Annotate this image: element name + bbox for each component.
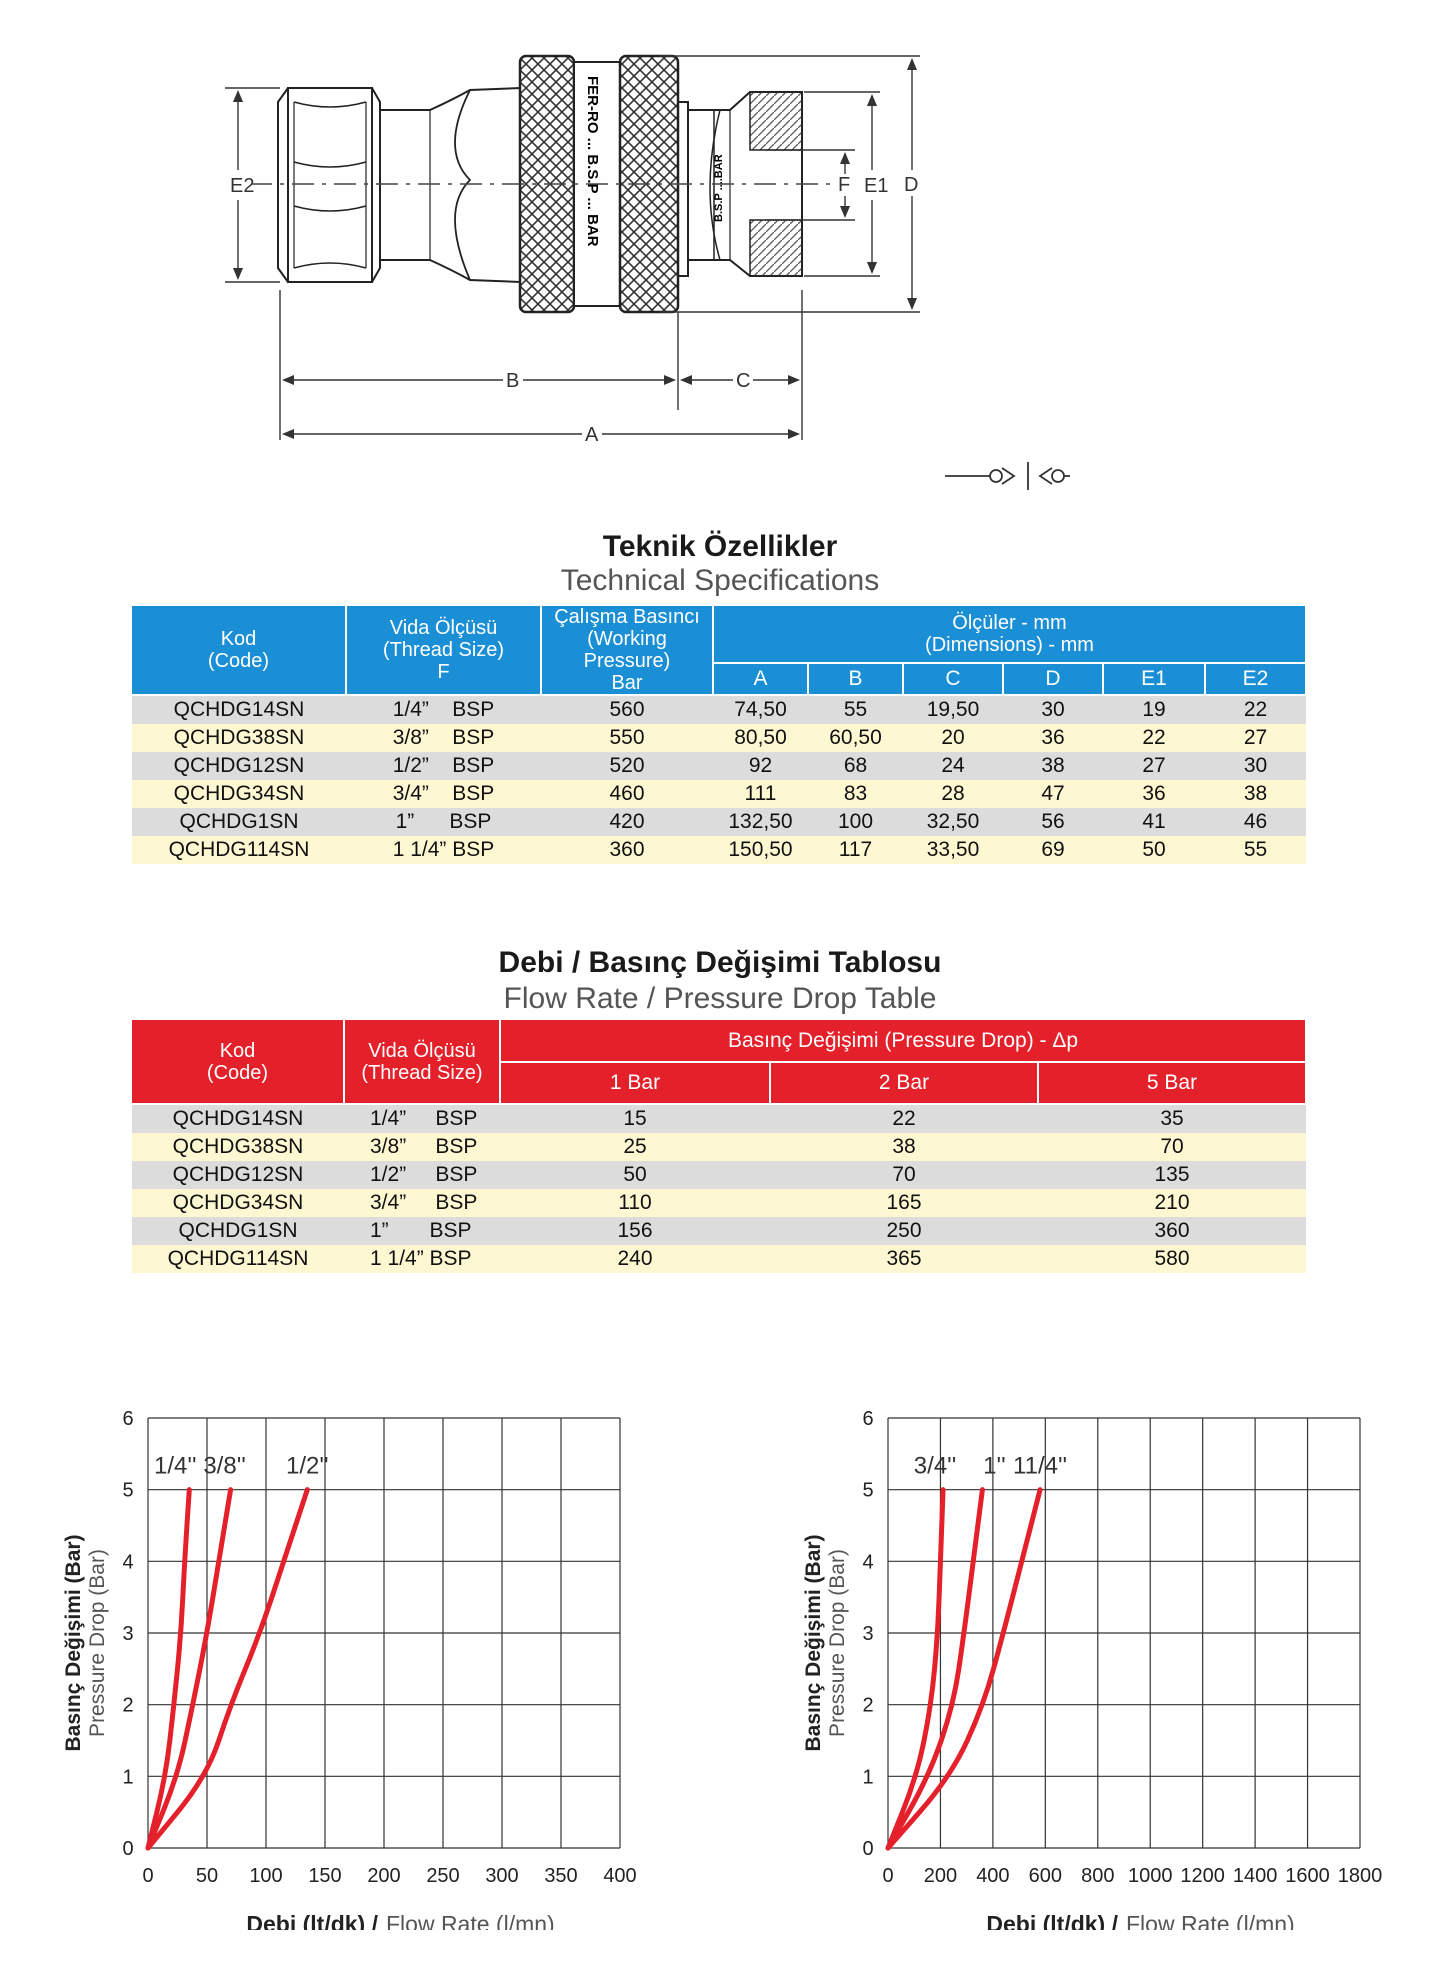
cell-2bar: 365 — [770, 1245, 1038, 1273]
spec-header-pressure: Çalışma Basıncı (Working Pressure) Bar — [541, 606, 713, 695]
cell-5bar: 580 — [1038, 1245, 1306, 1273]
y-tick-label: 6 — [122, 1408, 134, 1430]
spec-header-code: Kod (Code) — [132, 606, 346, 695]
cell-c: 24 — [903, 752, 1003, 780]
pressure-drop-chart-right — [780, 1390, 1420, 1930]
chart-svg — [780, 1390, 1420, 1930]
dim-e2-label: E2 — [230, 175, 255, 197]
cell-size: 1/4” BSP — [346, 695, 541, 724]
cell-size: 3/4” BSP — [344, 1189, 500, 1217]
hex-nut — [278, 88, 380, 282]
port-label: B.S.P ....BAR — [713, 154, 725, 222]
spec-header-dimensions: Ölçüler - mm (Dimensions) - mm — [713, 606, 1306, 663]
cell-1bar: 50 — [500, 1161, 770, 1189]
cell-code: QCHDG114SN — [132, 1245, 344, 1273]
x-tick-label: 1800 — [1337, 1865, 1383, 1887]
y-tick-label: 4 — [862, 1551, 874, 1574]
cell-1bar: 240 — [500, 1245, 770, 1273]
cell-code: QCHDG34SN — [132, 1189, 344, 1217]
series-label: 3/4'' — [913, 1452, 957, 1480]
port-section-bottom — [750, 220, 802, 276]
y-tick-label: 1 — [122, 1766, 134, 1789]
cell-code: QCHDG1SN — [132, 808, 346, 836]
cell-code: QCHDG114SN — [132, 836, 346, 864]
series-label: 1'' — [983, 1452, 1006, 1480]
flow-header-thread: Vida Ölçüsü (Thread Size) — [344, 1020, 500, 1104]
cell-a: 80,50 — [713, 724, 808, 752]
cell-size: 1 1/4” BSP — [346, 836, 541, 864]
cell-c: 32,50 — [903, 808, 1003, 836]
cell-size: 1” BSP — [346, 808, 541, 836]
cell-b: 55 — [808, 695, 903, 724]
x-tick-label: 250 — [426, 1865, 460, 1887]
cell-1bar: 156 — [500, 1217, 770, 1245]
y-tick-label: 0 — [862, 1838, 874, 1860]
cell-size: 1/2” BSP — [346, 752, 541, 780]
x-tick-label: 1400 — [1232, 1865, 1278, 1887]
cell-a: 150,50 — [713, 836, 808, 864]
x-tick-label: 50 — [195, 1865, 219, 1887]
flow-title: Debi / Basınç Değişimi Tablosu — [498, 946, 942, 979]
series-label: 3/8'' — [203, 1452, 246, 1480]
body-label: FER-RO ... B.S.P ... BAR — [584, 76, 601, 247]
cell-bar: 520 — [541, 752, 713, 780]
x-axis-subtitle: Flow Rate (l/mn) — [1126, 1911, 1295, 1930]
spec-col-e2: E2 — [1205, 663, 1306, 695]
y-tick-label: 0 — [122, 1838, 134, 1860]
cell-e1: 19 — [1103, 695, 1205, 724]
cell-d: 47 — [1003, 780, 1103, 808]
cell-c: 33,50 — [903, 836, 1003, 864]
table-row — [132, 695, 1306, 724]
table-row — [132, 1217, 1306, 1245]
cell-b: 60,50 — [808, 724, 903, 752]
spec-table — [132, 606, 1307, 864]
dim-b-label: B — [506, 370, 520, 392]
x-tick-label: 300 — [485, 1865, 519, 1887]
cell-5bar: 360 — [1038, 1217, 1306, 1245]
cell-e1: 27 — [1103, 752, 1205, 780]
cell-e2: 55 — [1205, 836, 1306, 864]
cell-a: 74,50 — [713, 695, 808, 724]
cell-code: QCHDG14SN — [132, 695, 346, 724]
y-tick-label: 2 — [862, 1694, 874, 1717]
technical-drawing — [190, 40, 1070, 510]
flow-subtitle: Flow Rate / Pressure Drop Table — [503, 982, 937, 1015]
cell-code: QCHDG38SN — [132, 1133, 344, 1161]
cell-2bar: 70 — [770, 1161, 1038, 1189]
flow-header-code: Kod (Code) — [132, 1020, 344, 1104]
cell-b: 83 — [808, 780, 903, 808]
cell-code: QCHDG1SN — [132, 1217, 344, 1245]
pressure-drop-chart-left — [40, 1390, 680, 1930]
cell-b: 68 — [808, 752, 903, 780]
flow-col-2bar: 2 Bar — [770, 1062, 1038, 1104]
cell-e2: 46 — [1205, 808, 1306, 836]
spec-col-d: D — [1003, 663, 1103, 695]
cell-size: 1” BSP — [344, 1217, 500, 1245]
table-row — [132, 1189, 1306, 1217]
cell-e1: 41 — [1103, 808, 1205, 836]
y-axis-subtitle: Pressure Drop (Bar) — [86, 1549, 109, 1737]
cell-size: 3/8” BSP — [344, 1133, 500, 1161]
x-tick-label: 0 — [142, 1865, 154, 1887]
x-axis-subtitle: Flow Rate (l/mn) — [386, 1911, 555, 1930]
spec-subtitle: Technical Specifications — [560, 564, 880, 597]
cell-a: 132,50 — [713, 808, 808, 836]
spec-col-b: B — [808, 663, 903, 695]
dim-a-label: A — [585, 424, 599, 446]
cell-1bar: 15 — [500, 1104, 770, 1133]
spec-title: Teknik Özellikler — [602, 530, 838, 563]
y-tick-label: 3 — [862, 1623, 874, 1645]
coupling-drawing — [190, 40, 1070, 510]
x-tick-label: 800 — [1081, 1865, 1115, 1887]
x-tick-label: 0 — [882, 1865, 894, 1887]
cell-d: 36 — [1003, 724, 1103, 752]
body-neck — [380, 88, 520, 282]
table-row — [132, 836, 1306, 864]
cell-e2: 30 — [1205, 752, 1306, 780]
series-label: 1/2'' — [286, 1452, 329, 1480]
y-tick-label: 4 — [122, 1551, 134, 1574]
y-axis-title: Basınç Değişimi (Bar) — [62, 1534, 85, 1752]
x-axis-title: Debi (lt/dk) / — [246, 1911, 378, 1930]
cell-2bar: 22 — [770, 1104, 1038, 1133]
cell-size: 1 1/4” BSP — [344, 1245, 500, 1273]
cell-bar: 360 — [541, 836, 713, 864]
flow-table — [132, 1020, 1307, 1273]
cell-c: 28 — [903, 780, 1003, 808]
cell-e1: 50 — [1103, 836, 1205, 864]
dim-f-label: F — [838, 174, 851, 196]
cell-code: QCHDG38SN — [132, 724, 346, 752]
chart-svg — [40, 1390, 680, 1930]
cell-b: 117 — [808, 836, 903, 864]
y-tick-label: 5 — [122, 1479, 134, 1502]
spec-col-c: C — [903, 663, 1003, 695]
cell-a: 92 — [713, 752, 808, 780]
y-axis-subtitle: Pressure Drop (Bar) — [826, 1549, 849, 1737]
x-tick-label: 150 — [308, 1865, 342, 1887]
x-tick-label: 600 — [1028, 1865, 1063, 1887]
cell-bar: 560 — [541, 695, 713, 724]
cell-b: 100 — [808, 808, 903, 836]
cell-5bar: 70 — [1038, 1133, 1306, 1161]
spec-col-e1: E1 — [1103, 663, 1205, 695]
dim-c-label: C — [736, 370, 751, 392]
cell-e1: 36 — [1103, 780, 1205, 808]
x-tick-label: 400 — [603, 1865, 637, 1887]
cell-5bar: 210 — [1038, 1189, 1306, 1217]
cell-c: 19,50 — [903, 695, 1003, 724]
cell-size: 3/4” BSP — [346, 780, 541, 808]
cell-d: 38 — [1003, 752, 1103, 780]
flow-header-drop: Basınç Değişimi (Pressure Drop) - Δp — [500, 1020, 1306, 1062]
cell-d: 30 — [1003, 695, 1103, 724]
cell-d: 69 — [1003, 836, 1103, 864]
spec-header-thread: Vida Ölçüsü (Thread Size) F — [346, 606, 541, 695]
series-label: 1/4'' — [154, 1452, 197, 1480]
dim-d-label: D — [904, 174, 919, 196]
cell-size: 1/4” BSP — [344, 1104, 500, 1133]
y-tick-label: 6 — [862, 1408, 874, 1430]
table-row — [132, 1104, 1306, 1133]
cell-5bar: 135 — [1038, 1161, 1306, 1189]
table-row — [132, 780, 1306, 808]
x-tick-label: 1000 — [1127, 1865, 1173, 1887]
cell-code: QCHDG12SN — [132, 752, 346, 780]
cell-d: 56 — [1003, 808, 1103, 836]
cell-e2: 22 — [1205, 695, 1306, 724]
cell-1bar: 110 — [500, 1189, 770, 1217]
table-row — [132, 808, 1306, 836]
cell-code: QCHDG14SN — [132, 1104, 344, 1133]
cell-code: QCHDG12SN — [132, 1161, 344, 1189]
cell-size: 3/8” BSP — [346, 724, 541, 752]
cell-c: 20 — [903, 724, 1003, 752]
table-row — [132, 1245, 1306, 1273]
x-tick-label: 350 — [544, 1865, 578, 1887]
cell-bar: 460 — [541, 780, 713, 808]
table-row — [132, 1133, 1306, 1161]
x-tick-label: 400 — [976, 1865, 1010, 1887]
y-tick-label: 5 — [862, 1479, 874, 1502]
cell-1bar: 25 — [500, 1133, 770, 1161]
cell-2bar: 38 — [770, 1133, 1038, 1161]
flow-col-5bar: 5 Bar — [1038, 1062, 1306, 1104]
cell-a: 111 — [713, 780, 808, 808]
spec-col-a: A — [713, 663, 808, 695]
coupling-symbol-icon — [945, 462, 1070, 490]
x-axis-title: Debi (lt/dk) / — [986, 1911, 1118, 1930]
x-tick-label: 200 — [367, 1865, 401, 1887]
cell-e1: 22 — [1103, 724, 1205, 752]
cell-5bar: 35 — [1038, 1104, 1306, 1133]
y-axis-title: Basınç Değişimi (Bar) — [802, 1534, 825, 1752]
x-tick-label: 200 — [923, 1865, 958, 1887]
y-tick-label: 2 — [122, 1694, 134, 1717]
table-row — [132, 752, 1306, 780]
x-tick-label: 1600 — [1285, 1865, 1330, 1887]
flow-col-1bar: 1 Bar — [500, 1062, 770, 1104]
cell-bar: 550 — [541, 724, 713, 752]
cell-bar: 420 — [541, 808, 713, 836]
y-tick-label: 1 — [862, 1766, 874, 1789]
dim-e1-label: E1 — [864, 175, 889, 197]
cell-code: QCHDG34SN — [132, 780, 346, 808]
table-row — [132, 724, 1306, 752]
cell-e2: 27 — [1205, 724, 1306, 752]
series-label: 11/4'' — [1013, 1452, 1068, 1480]
x-tick-label: 100 — [249, 1865, 283, 1887]
x-tick-label: 1200 — [1180, 1865, 1225, 1887]
table-row — [132, 1161, 1306, 1189]
cell-size: 1/2” BSP — [344, 1161, 500, 1189]
cell-e2: 38 — [1205, 780, 1306, 808]
cell-2bar: 250 — [770, 1217, 1038, 1245]
port-section-top — [750, 92, 802, 150]
y-tick-label: 3 — [122, 1623, 134, 1645]
cell-2bar: 165 — [770, 1189, 1038, 1217]
